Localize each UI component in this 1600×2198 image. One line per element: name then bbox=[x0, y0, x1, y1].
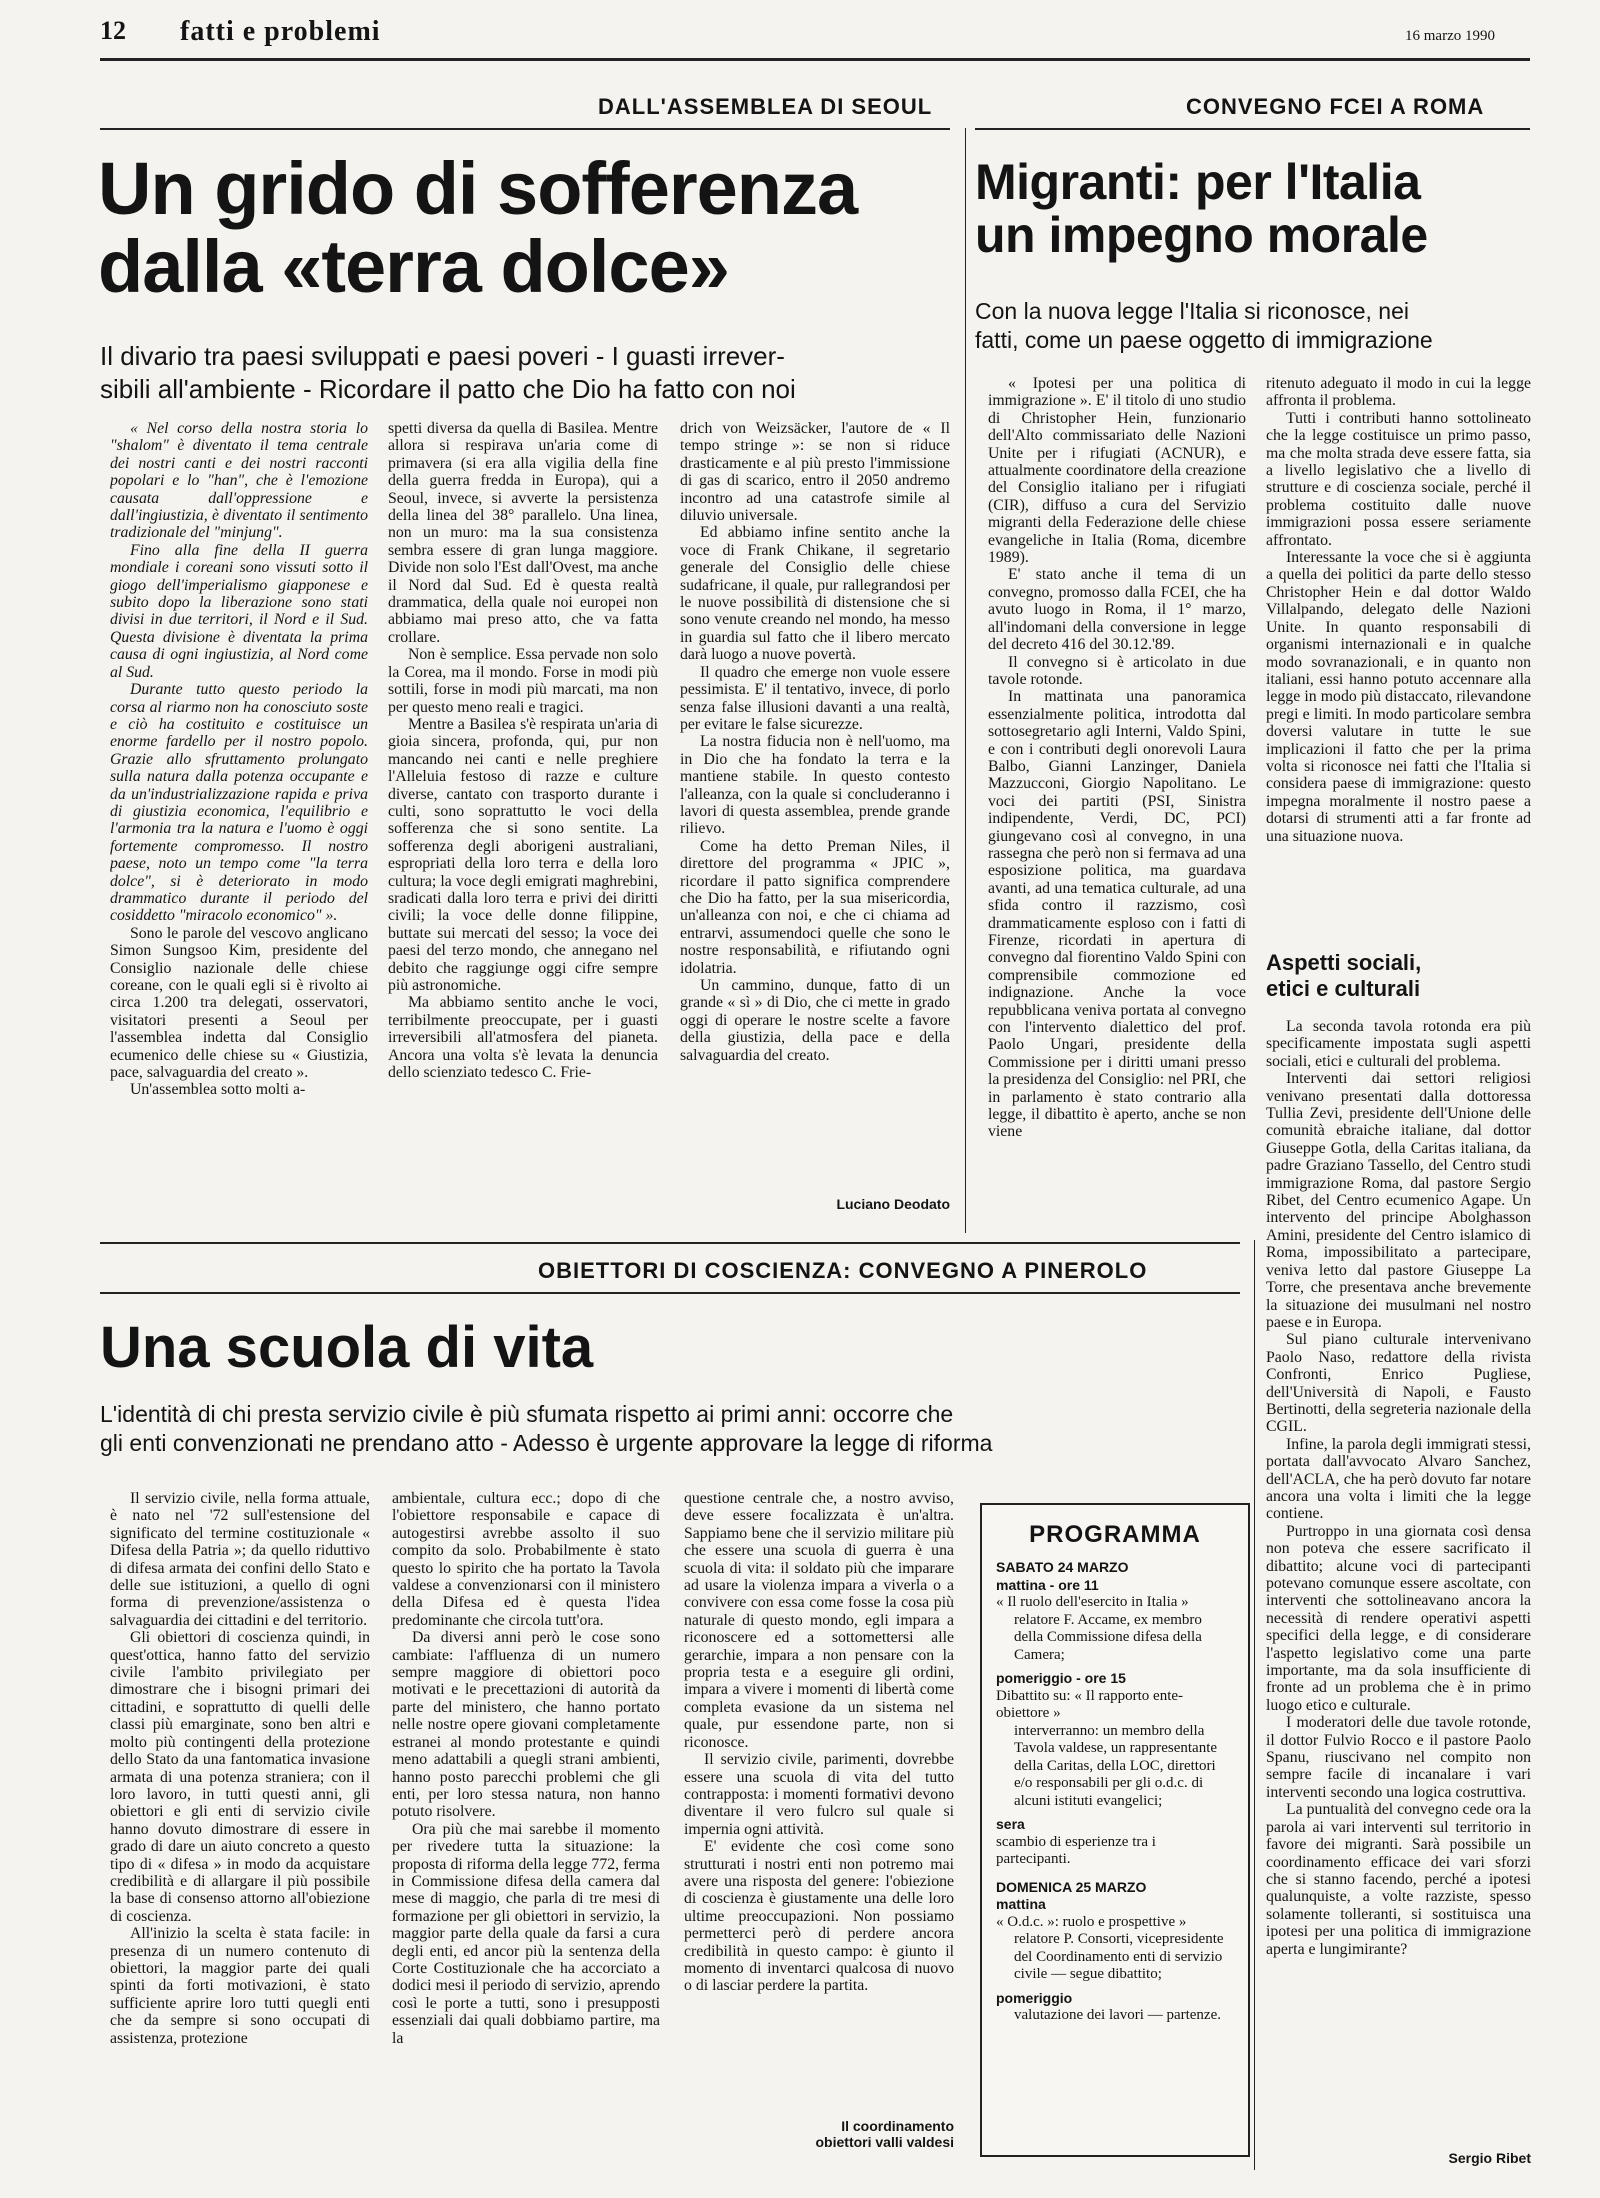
paragraph: ambientale, cultura ecc.; dopo di che l'obiettore responsabile e capace di autogestirsi avrebbe assolto il suo compito da solo. Probabilmente è stato questo lo spirito che ha portato la Tavola valdese a convenzionarsi con il ministero della Difesa ed è questa l'idea predominante che circola tutt'ora. bbox=[392, 1490, 660, 1629]
article2-headline-line2: un impegno morale bbox=[975, 206, 1428, 263]
paragraph: E' evidente che così come sono strutturati i nostri enti non potremo mai avere una risposta del genere: l'obiezione di coscienza è giustamente una delle loro ultime preoccupazioni. Non possiamo permetterci però di perdere ancora credibilità in questo campo: è giunto il momento di inventarci qualcosa di nuovo o di lasciar perdere la partita. bbox=[684, 1838, 954, 1995]
programma-day2: DOMENICA 25 MARZO bbox=[996, 1878, 1147, 1895]
article1-headline-line2: dalla «terra dolce» bbox=[98, 224, 729, 308]
paragraph: Il servizio civile, nella forma attuale, è nato nel '72 sull'estensione del significato del termine costituzionale « Difesa della Patria »; da quello riduttivo di difesa armata dei confini dello Stato e delle sue istituzioni, a quello di ogni forma di prevenzione/assistenza o salvaguardia dei cittadini e del territorio. bbox=[110, 1490, 370, 1629]
paragraph: Da diversi anni però le cose sono cambiate: l'affluenza di un numero sempre maggiore di obiettori poco motivati e le precettazioni di autorità da parte del ministero, che hanno portato nelle nostre opere giovani completamente estranei al mondo protestante e quindi meno adattabili a quegli strani ambienti, hanno posto parecchi problemi che gli enti, per loro stessa natura, non hanno potuto risolvere. bbox=[392, 1629, 660, 1821]
article2-section-heading bbox=[1266, 950, 1531, 1002]
article3-subtitle-line1: L'identità di chi presta servizio civile è più sfumata rispetto ai primi anni: occorre che bbox=[100, 1401, 954, 1427]
paragraph: Interessante la voce che si è aggiunta a quella dei politici da parte dello stesso Christopher Hein e dal dottor Waldo Villalpando, delegato delle Nazioni Unite. In quanto responsabili di organismi internazionali e in qualche modo sovranazionali, e in quanto non italiani, essi hanno potuto accennare alla legge in modo più distaccato, rilevandone pregi e limiti. In modo particolare sembra doversi valutare in tutte le sue implicazioni il fatto che per la prima volta si riconosce nei fatti che l'Italia si considera paese di immigrazione: questo impegna moralmente il nostro paese a dotarsi di strumenti atti a far fronte ad una situazione nuova. bbox=[1266, 549, 1531, 845]
paragraph: Purtroppo in una giornata così densa non poteva che essere sacrificato il dibattito; alcune voci di partecipanti potevano comunque essere ascoltate, con interventi che sottolineavano ancora la necessità di rendere operativi aspetti specifici della legge, e di considerare l'aspetto legislativo come una parte importante, ma da sola insufficiente di fronte ad un problema che è in primo luogo etico e culturale. bbox=[1266, 1522, 1531, 1714]
section-heading-line2: etici e culturali bbox=[1266, 976, 1421, 1001]
programma-a1-topic: Dibattito su: « Il rapporto ente-obiettore » bbox=[996, 1687, 1184, 1721]
article2-column-2b bbox=[1266, 1018, 1531, 2146]
paragraph: Interventi dai settori religiosi venivano presentati dalla dottoressa Tullia Zevi, presidente dell'Unione delle comunità ebraiche italiane, dal dottor Giuseppe Gotla, della Caritas italiana, da padre Graziano Tassello, del Centro studi immigrazione Roma, dal pastore Sergio Ribet, del Centro ecumenico Agape. Un intervento del principe Abolghasson Amini, presidente del Centro islamico di Roma, impossibilitato a partecipare, veniva letto dal pastore Giuseppe La Torre, che presentava anche brevemente la situazione dei musulmani nel nostro paese e in Europa. bbox=[1266, 1070, 1531, 1331]
programma-a1-speakers: interverranno: un membro della Tavola valdese, un rappresentante della Caritas, della LOC, direttori e/o responsabili per gli o.d.c. di alcuni istituti evangelici; bbox=[1014, 1722, 1218, 1809]
paragraph: Ed abbiamo infine sentito anche la voce di Frank Chikane, il segretario generale del Consiglio delle chiese sudafricane, il quale, pur rallegrandosi per le nuove possibilità di distensione che si sono venute creando nel mondo, ha messo in guardia sul fatto che il libero mercato darà luogo a nuove povertà. bbox=[680, 524, 950, 664]
article1-column-2 bbox=[388, 420, 658, 1220]
article1-subtitle-line2: sibili all'ambiente - Ricordare il patto che Dio ha fatto con noi bbox=[100, 373, 796, 404]
article3-subtitle bbox=[100, 1400, 1245, 1458]
article2-column-2 bbox=[1266, 375, 1531, 935]
article1-headline bbox=[98, 147, 958, 308]
paragraph: I moderatori delle due tavole rotonde, il dottor Fulvio Rocco e il pastore Paolo Spanu, riuscivano nel compito non sempre facile di incanalare i vari interventi secondo una logica costruttiva. bbox=[1266, 1714, 1531, 1801]
article1-kicker: DALL'ASSEMBLEA DI SEOUL bbox=[598, 94, 933, 119]
paragraph: E' stato anche il tema di un convegno, promosso dalla FCEI, che ha avuto luogo in Roma, il 1° marzo, all'indomani della conversione in legge del decreto 416 del 30.12.'89. bbox=[988, 566, 1246, 654]
paragraph: Non è semplice. Essa pervade non solo la Corea, ma il mondo. Forse in modi più sottili, forse in modi più marcati, ma non per questo meno reali e tragici. bbox=[388, 646, 658, 716]
issue-date: 16 marzo 1990 bbox=[1405, 28, 1495, 44]
paragraph: Mentre a Basilea s'è respirata un'aria di gioia sincera, profonda, qui, pur non mancando nei canti e nelle preghiere l'Alleluia festoso di razze e culture diverse, cantato con trasporto durante i culti, sono soprattutto le voci della sofferenza che si sono sentite. La sofferenza degli aborigeni australiani, espropriati della loro terra e della loro cultura; la voce degli emigrati maghrebini, sradicati dalla loro terra e privi dei diritti civili; la voce delle donne filippine, buttate sui mercati del sesso; la voce dei paesi del terzo mondo, che annegano nel debito che raggiunge oggi cifre sempre più astronomiche. bbox=[388, 715, 658, 994]
paragraph: Il quadro che emerge non vuole essere pessimista. E' il tentativo, invece, di porlo senza false illusioni davanti a una realtà, per evitare le false sicurezze. bbox=[680, 663, 950, 733]
column-divider bbox=[965, 128, 966, 1233]
article3-kicker-rule bbox=[100, 1292, 1240, 1294]
paragraph: ritenuto adeguato il modo in cui la legge affronta il problema. bbox=[1266, 375, 1531, 410]
paragraph: spetti diversa da quella di Basilea. Mentre allora si respirava un'aria come di primavera (si era alla vigilia della fine della guerra fredda in Europa), qui a Seoul, invece, si avverte la persistenza della linea del 38° parallelo. Una linea, non un muro: ma la sua consistenza sembra essere di gran lunga maggiore. Divide non solo l'Est dall'Ovest, ma anche il Nord dal Sud. Ed è questa realtà drammatica, della quale noi europei non abbiamo mai preso atto, che va fatta crollare. bbox=[388, 420, 658, 646]
paragraph: questione centrale che, a nostro avviso, deve essere focalizzata è un'altra. Sappiamo bene che il servizio militare più che essere una scuola di guerra è una scuola di vita: il soldato più che imparare ad usare la violenza impara a viverla o a convivere con essa come fosse la cosa più naturale di questo mondo, egli impara a riconoscere ed a sottomettersi alle gerarchie, impara a non pensare con la propria testa e a eseguire gli ordini, impara a vivere i momenti di libertà come completa evasione da un sistema nel quale, pur essendone parte, non si riconosce. bbox=[684, 1490, 954, 1751]
programma-m2-topic: « O.d.c. »: ruolo e prospettive » bbox=[996, 1913, 1187, 1930]
article3-column-2 bbox=[392, 1490, 660, 2180]
section-title: fatti e problemi bbox=[180, 16, 381, 47]
section-heading-line1: Aspetti sociali, bbox=[1266, 950, 1422, 975]
article2-headline-line1: Migranti: per l'Italia bbox=[975, 154, 1421, 210]
paragraph: Come ha detto Preman Niles, il direttore del programma « JPIC », ricordare il patto significa comprendere che Dio ha fatto, per la sua misericordia, un'alleanza con noi, e che ci chiama ad entrarvi, assumendoci quelle che sono le nostre responsabilità, e rifiutando ogni idolatria. bbox=[680, 837, 950, 977]
article1-signature: Luciano Deodato bbox=[836, 1196, 950, 1212]
programma-afternoon1: pomeriggio - ore 15 bbox=[996, 1670, 1126, 1686]
paragraph: Il convegno si è articolato in due tavole rotonde. bbox=[988, 653, 1246, 688]
paragraph: Un cammino, dunque, fatto di un grande « sì » di Dio, che ci mette in grado oggi di operare le nostre scelte a favore della giustizia, della pace e della salvaguardia del creato. bbox=[680, 977, 950, 1064]
paragraph: Fino alla fine della II guerra mondiale i coreani sono vissuti sotto il giogo dell'imperialismo giapponese e subito dopo la liberazione sono stati divisi in due territori, il Nord e il Sud. Questa divisione è diventata la prima causa di ogni ingiustizia, al Nord come al Sud. bbox=[110, 541, 368, 681]
article1-column-1 bbox=[110, 420, 368, 1220]
article1-top-rule bbox=[100, 128, 950, 130]
article2-top-rule bbox=[975, 128, 1530, 130]
article2-kicker: CONVEGNO FCEI A ROMA bbox=[1186, 94, 1485, 119]
paragraph: « Nel corso della nostra storia lo "shalom" è diventato il tema centrale dei nostri canti e dei nostri racconti popolari e lo "han", che è l'emozione causata dall'oppressione e dall'ingiustizia, è diventato il sentimento tradizionale del "minjung". bbox=[110, 420, 368, 542]
paragraph: La seconda tavola rotonda era più specificamente impostata sugli aspetti sociali, etici e culturali del problema. bbox=[1266, 1018, 1531, 1070]
article3-subtitle-line2: gli enti convenzionati ne prendano atto - Adesso è urgente approvare la legge di riforma bbox=[100, 1429, 993, 1456]
paragraph: All'inizio la scelta è stata facile: in presenza di un numero contenuto di obiettori, la maggior parte dei quali spinti da forti motivazioni, è stato sufficiente aprire loro tutti quegli enti che da sempre si sono occupati di assistenza, protezione bbox=[110, 1925, 370, 2047]
signature-line2: obiettori valli valdesi bbox=[815, 2134, 954, 2150]
paragraph: Gli obiettori di coscienza quindi, in quest'ottica, hanno fatto del servizio civile l'ambito privilegiato per dimostrare che i bisogni primari dei cittadini, e soprattutto di quelli delle classi più emarginate, sono ben altri e molto più contingenti della protezione dello Stato da una fantomatica invasione armata di una potenza straniera; con il loro lavoro, in tutti questi anni, gli obiettori e gli enti di servizio civile hanno dovuto dimostrare di essere in grado di dare un aiuto concreto a questo tipo di « difesa » in modo da acquistare credibilità e di allargare il più possibile la base di consenso attorno all'obiezione di coscienza. bbox=[110, 1629, 370, 1925]
programma-a2-text: valutazione dei lavori — partenze. bbox=[1014, 2007, 1221, 2023]
paragraph: Durante tutto questo periodo la corsa al riarmo non ha conosciuto soste e ciò ha costituito e costituisce un enorme fardello per il nostro popolo. Grazie allo sfruttamento prolungato sulla natura dalla potenza occupante e da un'industrializzazione rapida e priva di giustizia economica, l'equilibrio e l'armonia tra la natura e l'uomo è oggi fortemente compromesso. Il nostro paese, noto un tempo come "la terra dolce", si è deteriorato in modo drammatico durante il periodo del cosiddetto "miracolo economico" ». bbox=[110, 681, 368, 925]
signature-line1: Il coordinamento bbox=[841, 2118, 954, 2134]
article3-signature bbox=[684, 2118, 954, 2150]
programma-afternoon2: pomeriggio bbox=[996, 1989, 1073, 2006]
article3-column-1 bbox=[110, 1490, 370, 2180]
article1-column-3 bbox=[680, 420, 950, 1190]
programma-title: PROGRAMMA bbox=[1029, 1521, 1201, 1548]
programma-evening1: sera bbox=[996, 1816, 1025, 1832]
paragraph: Sul piano culturale intervenivano Paolo Naso, redattore della rivista Confronti, Enrico Pugliese, dell'Università di Napoli, e Fausto Bertinotti, della segreteria nazionale della CGIL. bbox=[1266, 1331, 1531, 1436]
paragraph: Ora più che mai sarebbe il momento per rivedere tutta la situazione: la proposta di riforma della legge 772, ferma in Commissione difesa della camera dal mese di maggio, che parla di tre mesi di formazione per gli obiettori in servizio, la maggior parte della quale da farsi a cura degli enti, ed ancor più la sentenza della Corte Costituzionale che ha accorciato a dodici mesi il periodo di servizio, aprendo così le porte a tutti, sono i presupposti essenziali dai quali dobbiamo partire, ma la bbox=[392, 1820, 660, 2047]
programma-morning2: mattina bbox=[996, 1896, 1046, 1912]
paragraph: Tutti i contributi hanno sottolineato che la legge costituisce un primo passo, ma che molta strada deve essere fatta, sia a livello legislativo che a livello di strutture e di coscienza sociale, perché il problema costituito dalle nuove immigrazioni possa essere seriamente affrontato. bbox=[1266, 409, 1531, 549]
programma-m2-speaker: relatore P. Consorti, vicepresidente del Coordinamento enti di servizio civile — segue dibattito; bbox=[1014, 1931, 1224, 1982]
article1-subtitle bbox=[100, 340, 960, 405]
article2-headline bbox=[975, 156, 1535, 261]
article3-headline: Una scuola di vita bbox=[100, 1315, 594, 1380]
programma-e1-text: scambio di esperienze tra i partecipanti. bbox=[996, 1833, 1156, 1867]
paragraph: Infine, la parola degli immigrati stessi, portata dall'avvocato Alvaro Sanchez, dell'ACLA, che ha però dovuto far notare ancora una volta i limiti che la legge contiene. bbox=[1266, 1435, 1531, 1523]
article3-kicker: OBIETTORI DI COSCIENZA: CONVEGNO A PINEROLO bbox=[538, 1258, 1148, 1283]
paragraph: drich von Weizsäcker, l'autore de « Il tempo stringe »: se non si riduce drasticamente e al più presto l'immissione di gas di scarico, entro il 2050 andremo incontro ad una catastrofe simile al diluvio universale. bbox=[680, 420, 950, 525]
article1-headline-line1: Un grido di sofferenza bbox=[98, 147, 858, 230]
programma-body bbox=[982, 1559, 1248, 2025]
programma-morning1: mattina - ore 11 bbox=[996, 1576, 1099, 1593]
article2-subtitle-line1: Con la nuova legge l'Italia si riconosce, nei bbox=[975, 298, 1409, 324]
paragraph: Sono le parole del vescovo anglicano Simon Sungsoo Kim, presidente del Consiglio nazionale delle chiese coreane, con le quali egli si è rivolto ai circa 1.200 tra delegati, osservatori, visitatori presenti a Seoul per l'assemblea indetta dal Consiglio ecumenico delle chiese su « Giustizia, pace, salvaguardia del creato ». bbox=[110, 924, 368, 1082]
article3-top-rule bbox=[100, 1242, 1240, 1244]
article2-signature: Sergio Ribet bbox=[1448, 2150, 1531, 2166]
right-column-divider bbox=[1254, 1240, 1255, 2170]
paragraph: Ma abbiamo sentito anche le voci, terribilmente preoccupate, per i guasti irreversibili all'atmosfera del pianeta. Ancora una volta s'è levata la denuncia dello scienziato tedesco C. Frie- bbox=[388, 994, 658, 1082]
page-number: 12 bbox=[100, 16, 126, 45]
paragraph: In mattinata una panoramica essenzialmente politica, introdotta dal sottosegretario agli Interni, Valdo Spini, e con i contributi degli onorevoli Laura Balbo, Gianni Lanzinger, Daniela Mazzucconi, Giorgio Napolitano. Le voci dei partiti (PSI, Sinistra indipendente, Verdi, DC, PCI) giungevano così al convegno, in una rassegna che però non si fermava ad una esposizione politica, ma guardava avanti, ad una tematica culturale, ad una sfida contro il razzismo, così drammaticamente esploso con i fatti di Firenze, ricordati in apertura di convegno dal fiorentino Valdo Spini con comprensibile commozione ed indignazione. Anche la voce repubblicana veniva portata al convegno con l'intervento dialettico del prof. Paolo Ungari, presidente della Commissione per i diritti umani presso la presidenza del Consiglio: nel PRI, che in parlamento è stato contrario alla legge, il dibattito è aperto, anche se non viene bbox=[988, 688, 1246, 1141]
header-rule bbox=[100, 58, 1530, 61]
programma-box bbox=[980, 1503, 1250, 2157]
article2-subtitle-line2: fatti, come un paese oggetto di immigrazione bbox=[975, 326, 1433, 353]
article3-column-3 bbox=[684, 1490, 954, 2102]
article2-subtitle bbox=[975, 297, 1535, 355]
paragraph: Il servizio civile, parimenti, dovrebbe essere una scuola di vita del tutto contrapposta: i momenti formativi devono diventare il vero fulcro sul quale si impernia ogni attività. bbox=[684, 1751, 954, 1838]
programma-day1: SABATO 24 MARZO bbox=[996, 1559, 1129, 1575]
article2-column-1 bbox=[988, 375, 1246, 1235]
programma-m1-speaker: relatore F. Accame, ex membro della Commissione difesa della Camera; bbox=[1014, 1611, 1202, 1663]
paragraph: Un'assemblea sotto molti a- bbox=[130, 1081, 306, 1099]
paragraph: La nostra fiducia non è nell'uomo, ma in Dio che ha fondato la terra e la mantiene stabile. In questo contesto l'alleanza, con la quale si concluderanno i lavori di questa assemblea, prende grande rilievo. bbox=[680, 733, 950, 838]
paragraph: La puntualità del convegno cede ora la parola ai vari interventi sul territorio in favore dei migranti. Sarà possibile un coordinamento efficace dei vari sforzi che si stanno facendo, perché a ipotesi qualunquiste, a volte razziste, spesso solamente tolleranti, si sostituisca una ipotesi per una politica di immigrazione aperta e lungimirante? bbox=[1266, 1801, 1531, 1958]
article1-subtitle-line1: Il divario tra paesi sviluppati e paesi poveri - I guasti irrever- bbox=[100, 341, 785, 371]
paragraph: « Ipotesi per una politica di immigrazione ». E' il titolo di uno studio di Christopher Hein, funzionario dell'Alto commissariato delle Nazioni Unite per i rifugiati (ACNUR), e attualmente coordinatore della creazione del Consiglio italiano per i rifugiati (CIR), diffuso a cura del Servizio migranti della Federazione delle chiese evangeliche in Italia (Roma, dicembre 1989). bbox=[988, 375, 1246, 567]
programma-m1-topic: « Il ruolo dell'esercito in Italia » bbox=[996, 1594, 1189, 1610]
